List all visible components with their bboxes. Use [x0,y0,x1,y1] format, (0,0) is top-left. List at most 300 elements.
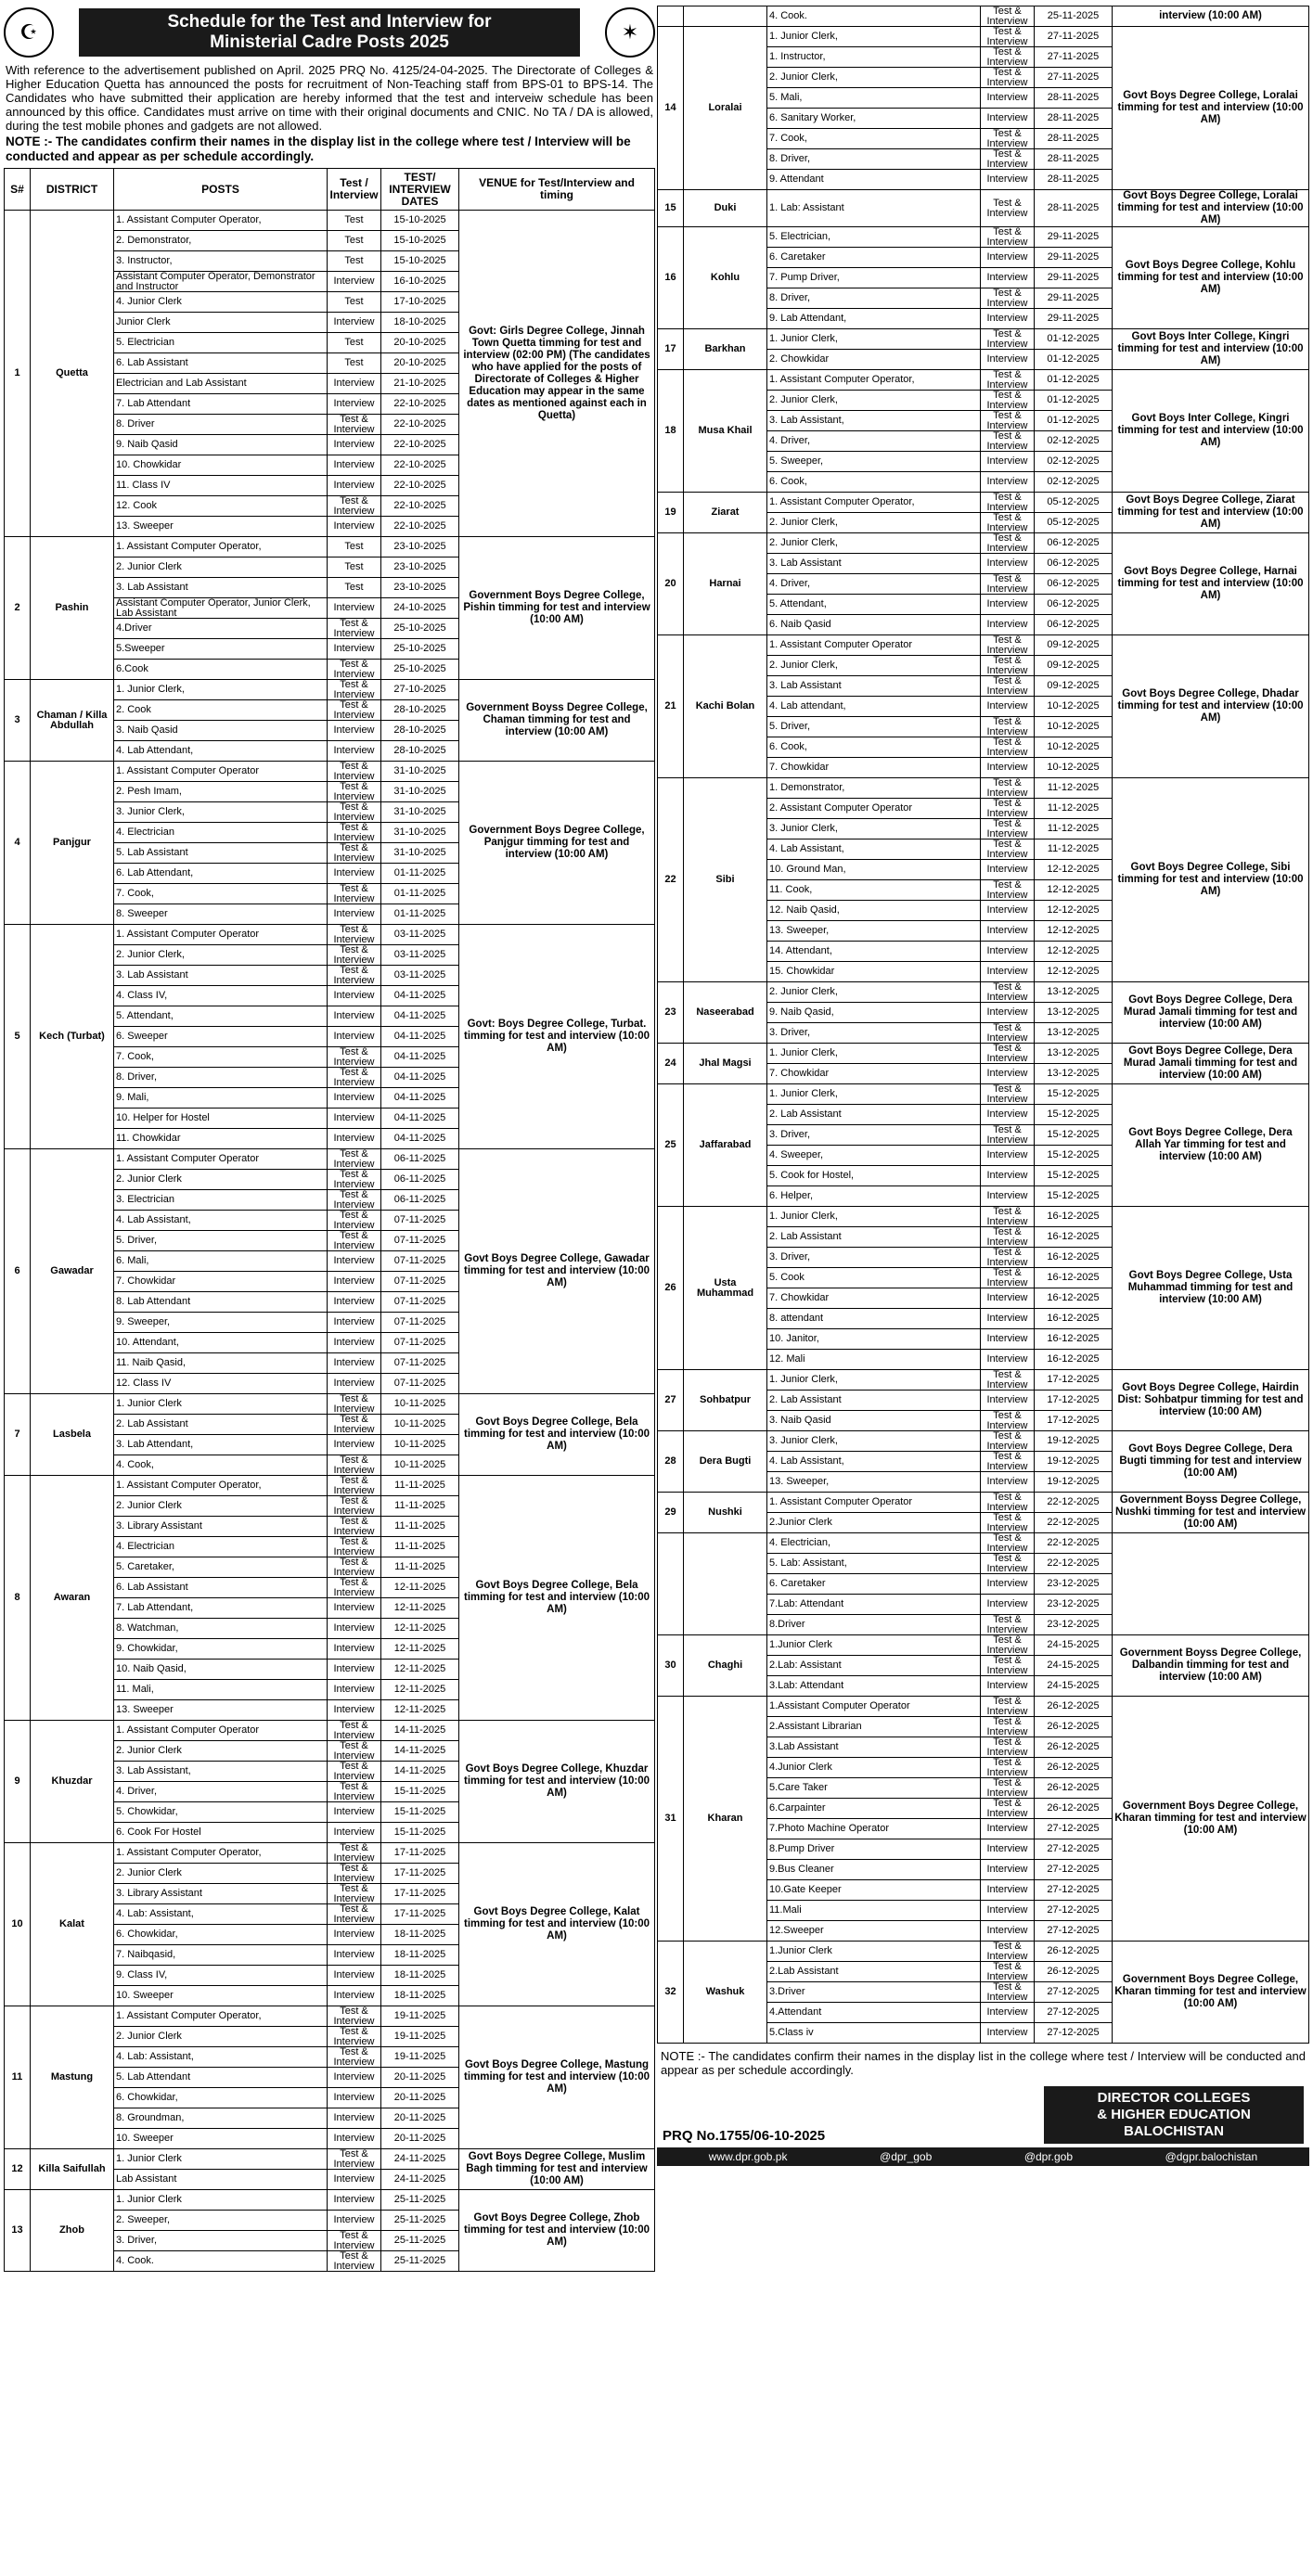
post-name: 10. Chowkidar [114,455,328,476]
schedule-date: 16-12-2025 [1035,1207,1113,1227]
test-interview-type: Test & Interview [981,1452,1035,1472]
schedule-date: 09-12-2025 [1035,676,1113,697]
schedule-date: 17-11-2025 [381,1843,459,1864]
district-number: 29 [658,1493,684,1533]
test-interview-type: Test & Interview [981,227,1035,248]
post-name: 6. Cook, [767,472,981,493]
test-interview-type: Interview [981,758,1035,778]
test-interview-type: Test & Interview [981,149,1035,170]
test-interview-type: Test & Interview [981,819,1035,839]
table-row [658,1370,1309,1391]
post-name: 1. Junior Clerk, [114,680,328,700]
post-name: 2. Junior Clerk [114,557,328,578]
test-interview-type: Interview [328,435,381,455]
table-row [658,493,1309,513]
table-row [658,329,1309,350]
table-row [658,635,1309,656]
post-name: 1.Junior Clerk [767,1942,981,1962]
post-name: 5. Electrician, [767,227,981,248]
post-name: 9. Class IV, [114,1966,328,1986]
test-interview-type: Interview [328,1945,381,1966]
test-interview-type: Test & Interview [981,1554,1035,1574]
col-sno-header: S# [5,169,31,211]
schedule-date: 01-12-2025 [1035,329,1113,350]
schedule-date: 16-12-2025 [1035,1350,1113,1370]
post-name: 1. Junior Clerk, [767,329,981,350]
schedule-date: 25-11-2025 [381,2211,459,2231]
test-interview-type: Test & Interview [328,802,381,823]
schedule-date: 26-12-2025 [1035,1962,1113,1982]
test-interview-type: Interview [981,942,1035,962]
post-name: 7. Pump Driver, [767,268,981,288]
test-interview-type: Test & Interview [981,27,1035,47]
post-name: 3. Driver, [767,1248,981,1268]
test-interview-type: Test & Interview [328,2047,381,2068]
district-name: Chaghi [684,1635,767,1697]
post-name: 8. Watchman, [114,1619,328,1639]
schedule-date: 04-11-2025 [381,1109,459,1129]
col-dates-header: TEST/ INTERVIEW DATES [381,169,459,211]
test-interview-type: Test & Interview [328,2027,381,2047]
district-number: 18 [658,370,684,493]
test-interview-type: Interview [328,1802,381,1823]
test-interview-type: Test & Interview [981,982,1035,1003]
venue: Govt Boys Degree College, Kohlu timming for test and interview (10:00 AM) [1113,227,1309,329]
district-name: Khuzdar [31,1721,114,1843]
test-interview-type: Interview [328,1333,381,1353]
post-name: 1. Assistant Computer Operator [114,762,328,782]
test-interview-type: Test [328,333,381,353]
post-name: 1. Assistant Computer Operator, [767,370,981,391]
post-name: 6.Cook [114,660,328,680]
test-interview-type: Interview [328,2170,381,2190]
post-name: 6. Naib Qasid [767,615,981,635]
test-interview-type: Test & Interview [981,1023,1035,1044]
website-link[interactable]: www.dpr.gob.pk [708,2150,788,2163]
test-interview-type: Test & Interview [981,1411,1035,1431]
schedule-date: 12-11-2025 [381,1700,459,1721]
test-interview-type: Test & Interview [981,190,1035,227]
test-interview-type: Interview [981,1391,1035,1411]
test-interview-type: Interview [981,1880,1035,1901]
schedule-date: 12-11-2025 [381,1639,459,1660]
test-interview-type: Interview [328,904,381,925]
post-name: 1. Assistant Computer Operator, [767,493,981,513]
schedule-date: 23-12-2025 [1035,1595,1113,1615]
schedule-date: 27-11-2025 [1035,47,1113,68]
district-number: 7 [5,1394,31,1476]
schedule-date: 20-11-2025 [381,2108,459,2129]
schedule-date: 20-11-2025 [381,2068,459,2088]
test-interview-type: Interview [328,1823,381,1843]
post-name: 2. Lab Assistant [114,1415,328,1435]
x-handle[interactable]: @dpr_gob [880,2150,933,2163]
header [4,6,655,59]
post-name: 5. Caretaker, [114,1557,328,1578]
post-name: 2. Assistant Computer Operator [767,799,981,819]
post-name: 1. Instructor, [767,47,981,68]
test-interview-type: Test [328,211,381,231]
test-interview-type: Interview [981,1186,1035,1207]
post-name: 3. Lab Assistant [114,578,328,598]
test-interview-type: Test & Interview [981,656,1035,676]
post-name: 7. Lab Attendant [114,394,328,415]
post-name: 1. Junior Clerk, [767,1207,981,1227]
schedule-date: 07-11-2025 [381,1313,459,1333]
table-row [658,1533,1309,1554]
test-interview-type: Interview [981,472,1035,493]
test-interview-type: Test & Interview [328,1762,381,1782]
post-name: 7.Photo Machine Operator [767,1819,981,1839]
post-name: 4. Cook. [767,6,981,27]
schedule-date: 22-12-2025 [1035,1533,1113,1554]
post-name: 9. Naib Qasid [114,435,328,455]
post-name: 5. Lab Assistant [114,843,328,864]
test-interview-type: Test & Interview [328,1904,381,1925]
schedule-date: 09-12-2025 [1035,635,1113,656]
schedule-date: 27-12-2025 [1035,1921,1113,1942]
post-name: 12. Cook [114,496,328,517]
post-name: 10. Helper for Hostel [114,1109,328,1129]
post-name: 1. Junior Clerk, [767,27,981,47]
schedule-date: 10-11-2025 [381,1415,459,1435]
post-name: 4. Electrician [114,823,328,843]
district-name: Kachi Bolan [684,635,767,778]
schedule-date: 22-10-2025 [381,415,459,435]
district-name: Lasbela [31,1394,114,1476]
test-interview-type: Interview [981,2023,1035,2044]
schedule-date: 06-12-2025 [1035,574,1113,595]
schedule-date: 01-12-2025 [1035,350,1113,370]
post-name: 3.Driver [767,1982,981,2003]
test-interview-type: Test & Interview [328,823,381,843]
post-name: 8. Driver, [767,149,981,170]
post-name: 6. Cook For Hostel [114,1823,328,1843]
post-name: 3. Naib Qasid [767,1411,981,1431]
post-name: 14. Attendant, [767,942,981,962]
post-name: 12. Naib Qasid, [767,901,981,921]
post-name: 9. Sweeper, [114,1313,328,1333]
district-name: Kharan [684,1697,767,1942]
post-name: 7. Lab Attendant, [114,1598,328,1619]
schedule-date: 20-10-2025 [381,353,459,374]
test-interview-type: Test & Interview [328,415,381,435]
post-name: 5. Mali, [767,88,981,109]
test-interview-type: Test [328,251,381,272]
director-line-1: DIRECTOR COLLEGES [1097,2090,1251,2106]
facebook-handle[interactable]: @dgpr.balochistan [1165,2150,1258,2163]
schedule-date: 25-10-2025 [381,660,459,680]
col-district-header: DISTRICT [31,169,114,211]
test-interview-type: Interview [981,1350,1035,1370]
district-number: 27 [658,1370,684,1431]
schedule-date: 22-10-2025 [381,496,459,517]
venue: Government Boyss Degree College, Nushki timming for test and interview (10:00 AM) [1113,1493,1309,1533]
test-interview-type: Test & Interview [981,717,1035,737]
schedule-date: 12-12-2025 [1035,942,1113,962]
schedule-date: 07-11-2025 [381,1353,459,1374]
post-name: 8. attendant [767,1309,981,1329]
test-interview-type: Test & Interview [981,778,1035,799]
schedule-date: 06-11-2025 [381,1170,459,1190]
test-interview-type: Interview [981,1819,1035,1839]
district-number: 2 [5,537,31,680]
table-row [658,1207,1309,1227]
post-name: 10.Gate Keeper [767,1880,981,1901]
schedule-date: 17-11-2025 [381,1884,459,1904]
district-name: Dera Bugti [684,1431,767,1493]
table-row [5,925,655,945]
post-name: 1. Assistant Computer Operator [114,1721,328,1741]
schedule-date: 19-12-2025 [1035,1452,1113,1472]
schedule-date: 06-12-2025 [1035,595,1113,615]
test-interview-type: Test [328,353,381,374]
test-interview-type: Test & Interview [328,762,381,782]
post-name: 4. Cook, [114,1455,328,1476]
schedule-date: 20-10-2025 [381,333,459,353]
district-name: Killa Saifullah [31,2149,114,2190]
venue: Govt Boys Degree College, Bela timming for test and interview (10:00 AM) [459,1476,655,1721]
post-name: 4. Electrician, [767,1533,981,1554]
table-row [5,762,655,782]
table-row [5,2006,655,2027]
post-name: 6.Carpainter [767,1799,981,1819]
test-interview-type: Test & Interview [328,1782,381,1802]
table-row [658,1697,1309,1717]
schedule-date: 17-12-2025 [1035,1370,1113,1391]
post-name: 2. Junior Clerk, [114,945,328,966]
post-name: 2.Junior Clerk [767,1513,981,1533]
test-interview-type: Test & Interview [328,1884,381,1904]
balochistan-logo-icon: ☪ [4,7,54,58]
post-name: 2. Pesh Imam, [114,782,328,802]
schedule-date: 22-12-2025 [1035,1513,1113,1533]
post-name: 3. Lab Assistant, [114,1762,328,1782]
district-number: 20 [658,533,684,635]
table-row [658,1084,1309,1105]
schedule-date: 26-12-2025 [1035,1942,1113,1962]
post-name: 5.Class iv [767,2023,981,2044]
test-interview-type: Interview [328,1353,381,1374]
schedule-date: 16-12-2025 [1035,1329,1113,1350]
test-interview-type: Interview [328,721,381,741]
venue: Govt Boys Degree College, Sibi timming for test and interview (10:00 AM) [1113,778,1309,982]
post-name: 1. Assistant Computer Operator, [114,537,328,557]
post-name: 7. Chowkidar [767,1064,981,1084]
schedule-date: 06-12-2025 [1035,615,1113,635]
district-name: Sohbatpur [684,1370,767,1431]
post-name: 2. Junior Clerk [114,1864,328,1884]
test-interview-type: Interview [981,452,1035,472]
test-interview-type: Test & Interview [328,945,381,966]
district-name: Naseerabad [684,982,767,1044]
schedule-date: 27-12-2025 [1035,1839,1113,1860]
post-name: 1.Assistant Computer Operator [767,1697,981,1717]
post-name: 7.Lab: Attendant [767,1595,981,1615]
schedule-date: 11-11-2025 [381,1517,459,1537]
test-interview-type: Interview [981,554,1035,574]
test-interview-type: Test & Interview [981,1737,1035,1758]
post-name: 1. Assistant Computer Operator, [114,1843,328,1864]
post-name: 9. Naib Qasid, [767,1003,981,1023]
schedule-date: 11-12-2025 [1035,778,1113,799]
post-name: 10. Janitor, [767,1329,981,1350]
instagram-handle[interactable]: @dpr.gob [1023,2150,1074,2163]
post-name: 7. Cook, [767,129,981,149]
schedule-date: 11-11-2025 [381,1476,459,1496]
post-name: 4. Junior Clerk [114,292,328,313]
district-name: Kech (Turbat) [31,925,114,1149]
post-name: 6. Helper, [767,1186,981,1207]
schedule-date: 11-11-2025 [381,1496,459,1517]
venue: Govt Boys Degree College, Kalat timming for test and interview (10:00 AM) [459,1843,655,2006]
post-name: 10. Naib Qasid, [114,1660,328,1680]
test-interview-type: Test & Interview [981,1084,1035,1105]
post-name: 3. Lab Assistant [767,554,981,574]
schedule-date: 26-12-2025 [1035,1697,1113,1717]
schedule-date: 13-12-2025 [1035,1044,1113,1064]
schedule-date: 27-12-2025 [1035,2003,1113,2023]
schedule-date: 10-11-2025 [381,1455,459,1476]
schedule-date: 24-15-2025 [1035,1635,1113,1656]
venue: Government Boys Degree College, Kharan timming for test and interview (10:00 AM) [1113,1942,1309,2044]
title-line-1: Schedule for the Test and Interview for [167,12,492,32]
schedule-date: 29-11-2025 [1035,268,1113,288]
test-interview-type: Test & Interview [981,1044,1035,1064]
post-name: 4. Lab Assistant, [767,1452,981,1472]
post-name: 6. Caretaker [767,1574,981,1595]
post-name: 1. Junior Clerk, [767,1044,981,1064]
post-name: 2. Lab Assistant [767,1227,981,1248]
test-interview-type: Interview [328,2129,381,2149]
test-interview-type: Interview [981,170,1035,190]
post-name: 9.Bus Cleaner [767,1860,981,1880]
district-number: 14 [658,27,684,190]
schedule-date: 25-11-2025 [1035,6,1113,27]
district-name [684,6,767,27]
left-column [4,6,655,2272]
table-row [658,1044,1309,1064]
district-name: Loralai [684,27,767,190]
post-name: 3. Library Assistant [114,1884,328,1904]
col-test-interview-header: Test / Interview [328,169,381,211]
post-name: 2. Junior Clerk, [767,533,981,554]
test-interview-type: Interview [328,986,381,1006]
schedule-date: 26-12-2025 [1035,1799,1113,1819]
schedule-date: 27-12-2025 [1035,1860,1113,1880]
district-name: Harnai [684,533,767,635]
test-interview-type: Interview [328,1272,381,1292]
post-name: 2.Lab: Assistant [767,1656,981,1676]
test-interview-type: Interview [328,374,381,394]
schedule-date: 12-12-2025 [1035,962,1113,982]
test-interview-type: Interview [328,2068,381,2088]
schedule-date: 19-11-2025 [381,2006,459,2027]
post-name: 3. Junior Clerk, [114,802,328,823]
post-name: 2. Junior Clerk, [767,513,981,533]
schedule-date: 06-11-2025 [381,1149,459,1170]
post-name: Lab Assistant [114,2170,328,2190]
schedule-date: 12-11-2025 [381,1619,459,1639]
post-name: 3. Driver, [767,1125,981,1146]
test-interview-type: Test & Interview [981,513,1035,533]
post-name: 3. Naib Qasid [114,721,328,741]
schedule-date: 28-11-2025 [1035,149,1113,170]
schedule-date: 10-12-2025 [1035,758,1113,778]
schedule-date: 04-11-2025 [381,1068,459,1088]
schedule-date: 15-10-2025 [381,251,459,272]
schedule-date: 01-11-2025 [381,904,459,925]
district-name: Barkhan [684,329,767,370]
schedule-date: 04-11-2025 [381,1088,459,1109]
district-name: Zhob [31,2190,114,2272]
schedule-date: 12-11-2025 [381,1680,459,1700]
schedule-date: 05-12-2025 [1035,513,1113,533]
post-name: 4. Electrician [114,1537,328,1557]
table-row [5,1149,655,1170]
test-interview-type: Test & Interview [328,966,381,986]
district-number: 9 [5,1721,31,1843]
schedule-date: 07-11-2025 [381,1374,459,1394]
test-interview-type: Test [328,557,381,578]
test-interview-type: Interview [328,455,381,476]
test-interview-type: Interview [328,598,381,619]
schedule-date: 26-12-2025 [1035,1737,1113,1758]
col-posts-header: POSTS [114,169,328,211]
schedule-date: 26-12-2025 [1035,1758,1113,1778]
test-interview-type: Test & Interview [981,411,1035,431]
district-name: Pashin [31,537,114,680]
schedule-date: 15-12-2025 [1035,1084,1113,1105]
district-name: Mastung [31,2006,114,2149]
test-interview-type: Interview [328,272,381,292]
schedule-date: 24-15-2025 [1035,1656,1113,1676]
post-name: 4. Class IV, [114,986,328,1006]
test-interview-type: Test & Interview [981,880,1035,901]
district-number: 24 [658,1044,684,1084]
schedule-date: 09-12-2025 [1035,656,1113,676]
college-logo-icon: ✶ [605,7,655,58]
post-name: 1. Junior Clerk, [767,1370,981,1391]
test-interview-type: Interview [981,921,1035,942]
schedule-date: 29-11-2025 [1035,227,1113,248]
post-name: 4. Lab: Assistant, [114,2047,328,2068]
test-interview-type: Test & Interview [328,884,381,904]
test-interview-type: Test & Interview [328,782,381,802]
post-name: 11.Mali [767,1901,981,1921]
test-interview-type: Test & Interview [981,1635,1035,1656]
test-interview-type: Interview [981,109,1035,129]
table-row [658,370,1309,391]
test-interview-type: Test & Interview [981,533,1035,554]
table-row [5,1721,655,1741]
post-name: 4. Cook. [114,2251,328,2272]
test-interview-type: Test & Interview [981,737,1035,758]
venue: Govt Boys Degree College, Loralai timming for test and interview (10:00 AM) [1113,190,1309,227]
test-interview-type: Test & Interview [981,574,1035,595]
schedule-date: 15-12-2025 [1035,1166,1113,1186]
schedule-date: 27-12-2025 [1035,2023,1113,2044]
test-interview-type: Interview [981,595,1035,615]
test-interview-type: Test & Interview [328,1537,381,1557]
director-line-2: & HIGHER EDUCATION BALOCHISTAN [1097,2107,1251,2139]
prq-number: PRQ No.1755/06-10-2025 [663,2128,826,2144]
district-number: 8 [5,1476,31,1721]
post-name: 15. Chowkidar [767,962,981,982]
table-row [5,1394,655,1415]
post-name: 4. Lab: Assistant, [114,1904,328,1925]
post-name: 5. Driver, [767,717,981,737]
